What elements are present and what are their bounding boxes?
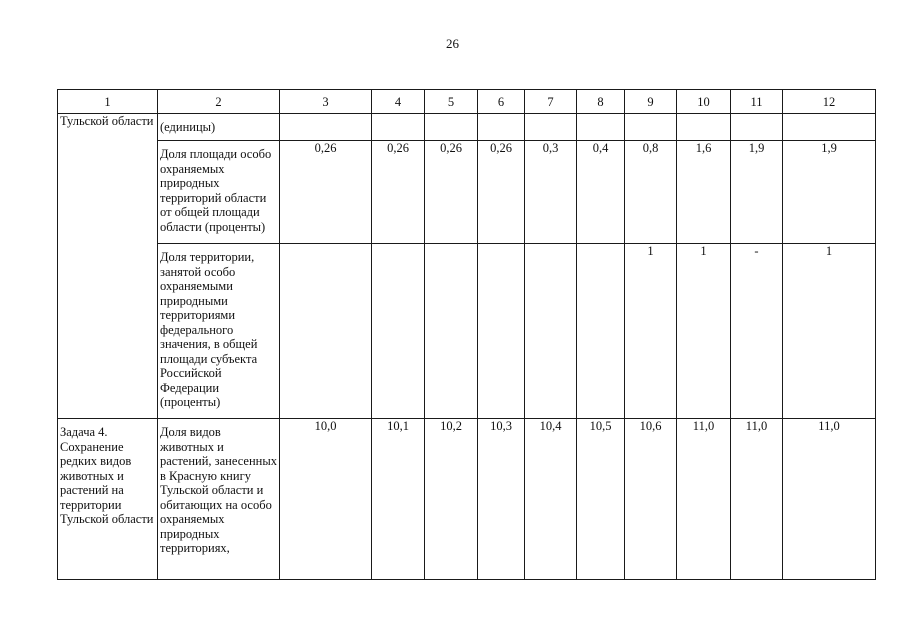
value-cell	[478, 244, 525, 419]
page-number: 26	[446, 36, 459, 51]
header-cell: 4	[372, 90, 425, 114]
value-cell: 0,8	[625, 141, 677, 244]
value-cell: 1,9	[783, 141, 876, 244]
value-cell: 0,26	[280, 141, 372, 244]
value-cell: 0,3	[525, 141, 577, 244]
value-cell	[280, 244, 372, 419]
value-cell	[280, 114, 372, 141]
value-cell	[425, 114, 478, 141]
value-cell	[525, 114, 577, 141]
goal-cell: Тульской области	[58, 114, 158, 419]
header-cell: 3	[280, 90, 372, 114]
header-cell: 2	[158, 90, 280, 114]
value-cell	[783, 114, 876, 141]
value-cell: 1,9	[731, 141, 783, 244]
table-row-area-share	[58, 141, 876, 244]
value-cell	[577, 244, 625, 419]
value-cell	[525, 244, 577, 419]
value-cell: 10,6	[625, 419, 677, 580]
value-cell	[372, 244, 425, 419]
header-cell: 10	[677, 90, 731, 114]
value-cell: 10,5	[577, 419, 625, 580]
value-cell: 1,6	[677, 141, 731, 244]
header-row	[58, 90, 876, 114]
value-cell	[625, 114, 677, 141]
header-cell: 8	[577, 90, 625, 114]
value-cell	[577, 114, 625, 141]
value-cell: 10,1	[372, 419, 425, 580]
indicator-cell: Доля территории, занятой особо охраняемыми природными территориями федерального значения, в общей площади субъекта Российской Федерации (проценты)	[158, 244, 280, 419]
indicator-cell: Доля видов животных и растений, занесенных в Красную книгу Тульской области и обитающих на особо охраняемых природных территориях,	[158, 419, 280, 580]
value-cell: 0,26	[372, 141, 425, 244]
header-cell: 5	[425, 90, 478, 114]
value-cell: 11,0	[677, 419, 731, 580]
table-row-federal-share	[58, 244, 876, 419]
value-cell: -	[731, 244, 783, 419]
header-cell: 9	[625, 90, 677, 114]
value-cell: 10,0	[280, 419, 372, 580]
header-cell: 7	[525, 90, 577, 114]
value-cell	[478, 114, 525, 141]
value-cell: 10,2	[425, 419, 478, 580]
table-row-units	[58, 114, 876, 141]
header-cell: 6	[478, 90, 525, 114]
value-cell: 11,0	[731, 419, 783, 580]
header-cell: 12	[783, 90, 876, 114]
value-cell: 1	[783, 244, 876, 419]
value-cell	[731, 114, 783, 141]
value-cell: 10,3	[478, 419, 525, 580]
header-cell: 1	[58, 90, 158, 114]
header-cell: 11	[731, 90, 783, 114]
value-cell: 1	[677, 244, 731, 419]
value-cell	[372, 114, 425, 141]
value-cell: 0,4	[577, 141, 625, 244]
value-cell: 1	[625, 244, 677, 419]
value-cell	[677, 114, 731, 141]
value-cell	[425, 244, 478, 419]
table-row-species	[58, 419, 876, 580]
indicators-table	[57, 89, 876, 580]
indicator-cell: (единицы)	[158, 114, 280, 141]
value-cell: 10,4	[525, 419, 577, 580]
indicator-cell: Доля площади особо охраняемых природных территорий области от общей площади области (проценты)	[158, 141, 280, 244]
value-cell: 0,26	[425, 141, 478, 244]
goal-cell: Задача 4. Сохранение редких видов животных и растений на территории Тульской области	[58, 419, 158, 580]
value-cell: 0,26	[478, 141, 525, 244]
value-cell: 11,0	[783, 419, 876, 580]
